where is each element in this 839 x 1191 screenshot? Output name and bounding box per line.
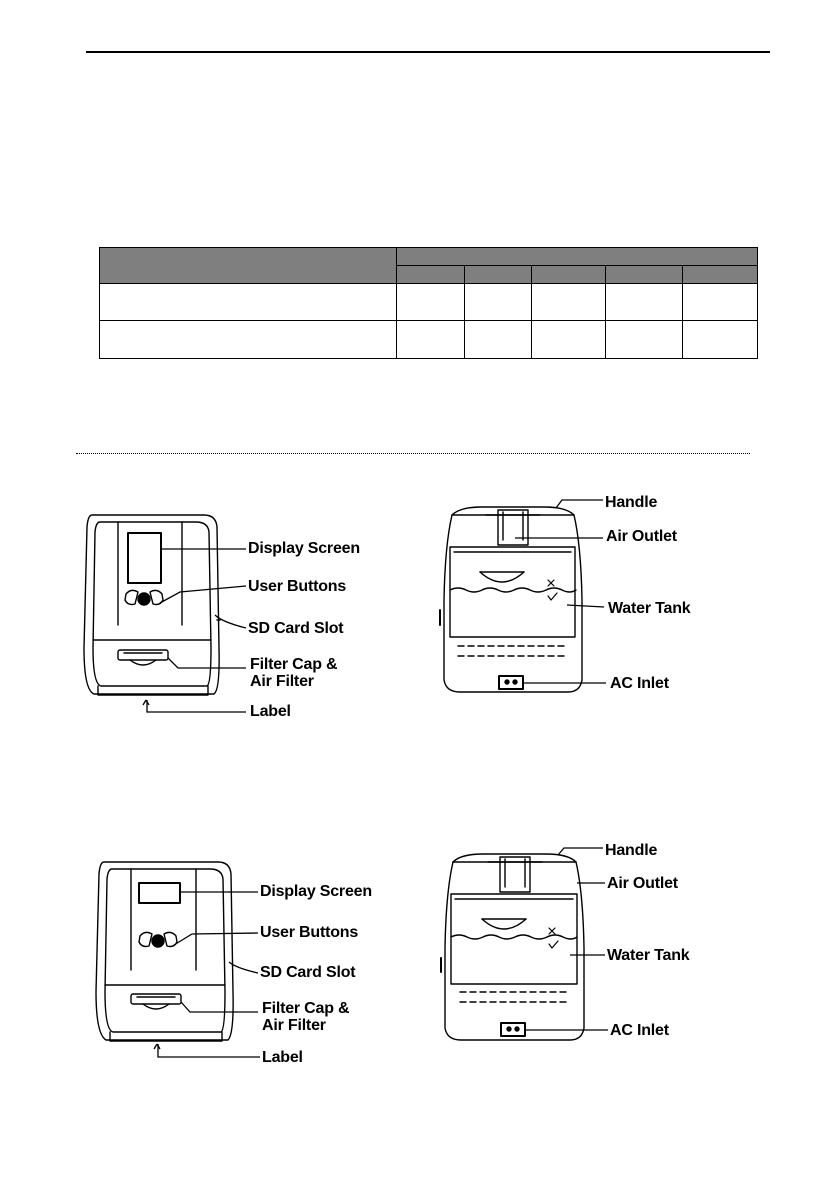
handle-label: Handle [605,842,658,859]
water-tank-label: Water Tank [607,947,690,964]
sd-card-slot-label: SD Card Slot [260,964,356,981]
user-buttons-label: User Buttons [260,924,359,941]
filter-cap-label: Filter Cap & [262,1000,350,1017]
air-outlet-label: Air Outlet [606,528,677,545]
air-outlet-label: Air Outlet [607,875,678,892]
display-screen-label: Display Screen [248,540,360,557]
ac-inlet-label: AC Inlet [610,675,669,692]
display-screen-label: Display Screen [260,883,372,900]
ac-inlet-label: AC Inlet [610,1022,669,1039]
label-label: Label [250,703,291,720]
label-label: Label [262,1049,303,1066]
filter-cap-label: Filter Cap & [250,656,338,673]
handle-label: Handle [605,494,658,511]
air-filter-label: Air Filter [250,673,314,690]
air-filter-label: Air Filter [262,1017,326,1034]
sd-card-slot-label: SD Card Slot [248,620,344,637]
water-tank-label: Water Tank [608,600,691,617]
user-buttons-label: User Buttons [248,578,347,595]
